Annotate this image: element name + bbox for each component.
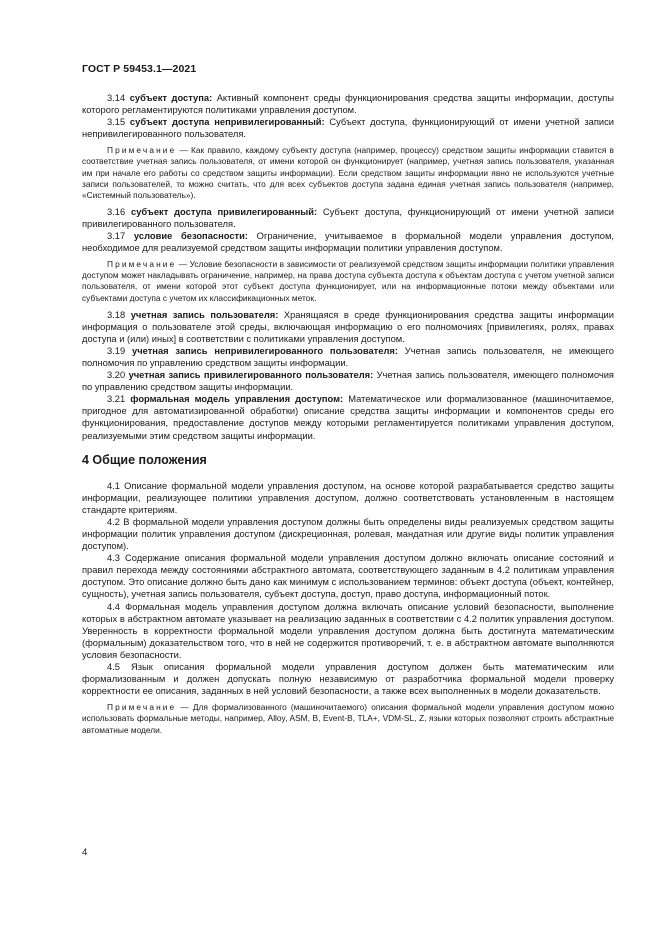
term: учетная запись непривилегированного пользователя:: [132, 345, 398, 356]
definition-3-15: 3.15 субъект доступа непривилегированный: Субъект доступа, функционирующий от имени учетной записи непривилегированного пользователя.: [82, 117, 614, 140]
definition-3-16: 3.16 субъект доступа привилегированный: Субъект доступа, функционирующий от имени учетной записи привилегированного пользователя.: [82, 206, 614, 229]
definition-3-20: 3.20 учетная запись привилегированного пользователя: Учетная запись пользователя, имеющего полномочия по управлению средством защиты информации.: [82, 370, 614, 393]
term: субъект доступа привилегированный:: [131, 206, 318, 217]
note-3: Примечание — Для формализованного (машиночитаемого) описания формальной модели управления доступом можно использовать формальные методы, например, Alloy, ASM, B, Event-B, TLA+, VDM-SL, Z, языки которых позволяют строить абстрактные автоматные модели.: [82, 702, 614, 735]
term: субъект доступа:: [129, 93, 213, 103]
clause-4-5: 4.5 Язык описания формальной модели управления доступом должен быть математическим или формализованным и должен допускать полную независимую от разработчика формальной модели проверку корректности ее описания, заданных в ней условий безопасности, а также всех выполненных в модели доказательств.: [82, 662, 614, 697]
page-content: [82, 92, 614, 741]
clause-4-4: 4.4 Формальная модель управления доступом должна включать описание условий безопасности, выполнение которых в абстрактном автомате указывает на реализацию заданных в соответствии с 4.2 политик управления доступом. Уверенность в корректности формальной модели управления доступом должна быть достигнута математическим (формальным) доказательством того, что в ней не содержится противоречий, т. е. в абстрактном автомате выполняются условия безопасности.: [82, 601, 614, 660]
definition-3-17: 3.17 условие безопасности: Ограничение, учитываемое в формальной модели управления доступом, необходимое для реализуемой средством защиты информации политики управления доступом.: [82, 231, 615, 254]
note-1: Примечание — Как правило, каждому субъекту доступа (например, процессу) средством защиты информации ставится в соответствие учетная запись пользователя, от имени которой он функционирует (например, учетная запись пользователя, указанная им при начале его работы со средством защиты информации). Если средством защиты информации явно не используются учетные записи пользователей, то можно считать, что для всех субъектов доступа задана единая учетная запись пользователя (например, «Системный пользователь»).: [82, 145, 614, 200]
term: учетная запись привилегированного пользователя:: [128, 370, 374, 381]
term: субъект доступа непривилегированный:: [129, 117, 325, 128]
note-label: Примечание: [107, 145, 177, 156]
definition-3-18: 3.18 учетная запись пользователя: Хранящаяся в среде функционирования средства защиты информации информация о пользователе этой среды, включающая информацию о его полномочиях [привилегиях, ролях, правах доступа и (или) иных] в соответствии с политиками управления доступом.: [82, 309, 614, 344]
note-2: Примечание — Условие безопасности в зависимости от реализуемой средством защиты информации политики управления доступом может накладывать ограничение, например, на права доступа субъекта доступа к объектам доступа с учетом учетной записи пользователя, от имени которой этот субъект доступа функционирует, или на информационные потоки между объектами или субъектами доступа с учетом их классификационных меток.: [82, 259, 614, 303]
definition-3-21: 3.21 формальная модель управления доступом: Математическое или формализованное (машиночитаемое, пригодное для автоматизированной обработки) описание средства защиты информации и компонентов среды его функционирования, предоставление доступов между которыми регламентируется политиками управления доступом, реализуемыми этим средством защиты информации.: [82, 394, 614, 441]
definition-3-19: 3.19 учетная запись непривилегированного пользователя: Учетная запись пользователя, не имеющего полномочия по управлению средством защиты информации.: [82, 345, 614, 368]
term: формальная модель управления доступом:: [130, 394, 344, 405]
term: учетная запись пользователя:: [130, 309, 279, 320]
clause-4-2: 4.2 В формальной модели управления доступом должны быть определены виды реализуемых средством защиты информации политик управления доступом (дискреционная, ролевая, мандатная или другие виды политик управления доступом).: [82, 516, 614, 552]
term: условие безопасности:: [133, 231, 248, 242]
clause-4-3: 4.3 Содержание описания формальной модели управления доступом должно включать описание состояний и правил перехода между состояниями абстрактного автомата, соответствующего заданным в 4.2 политикам управления доступом. Это описание должно быть дано как минимум с использованием терминов: объект доступа (объект, контейнер, сущность), учетная запись пользователя, субъект доступа, доступ, право доступа, информационный поток.: [82, 553, 614, 600]
note-label: Примечание: [107, 702, 177, 713]
page-number: 4: [82, 847, 88, 858]
section-4-heading: 4 Общие положения: [82, 452, 207, 467]
clause-4-1: 4.1 Описание формальной модели управления доступом, на основе которой разрабатывается средство защиты информации, реализующее политики управления доступом, должно соответствовать установленным в настоящем стандарте критериям.: [82, 480, 614, 515]
document-code-header: ГОСТ Р 59453.1—2021: [82, 63, 197, 75]
note-label: Примечание: [107, 259, 177, 270]
definition-3-14: 3.14 субъект доступа: Активный компонент среды функционирования средства защиты информации, доступы которого регламентируются политиками управления доступом.: [82, 93, 614, 116]
